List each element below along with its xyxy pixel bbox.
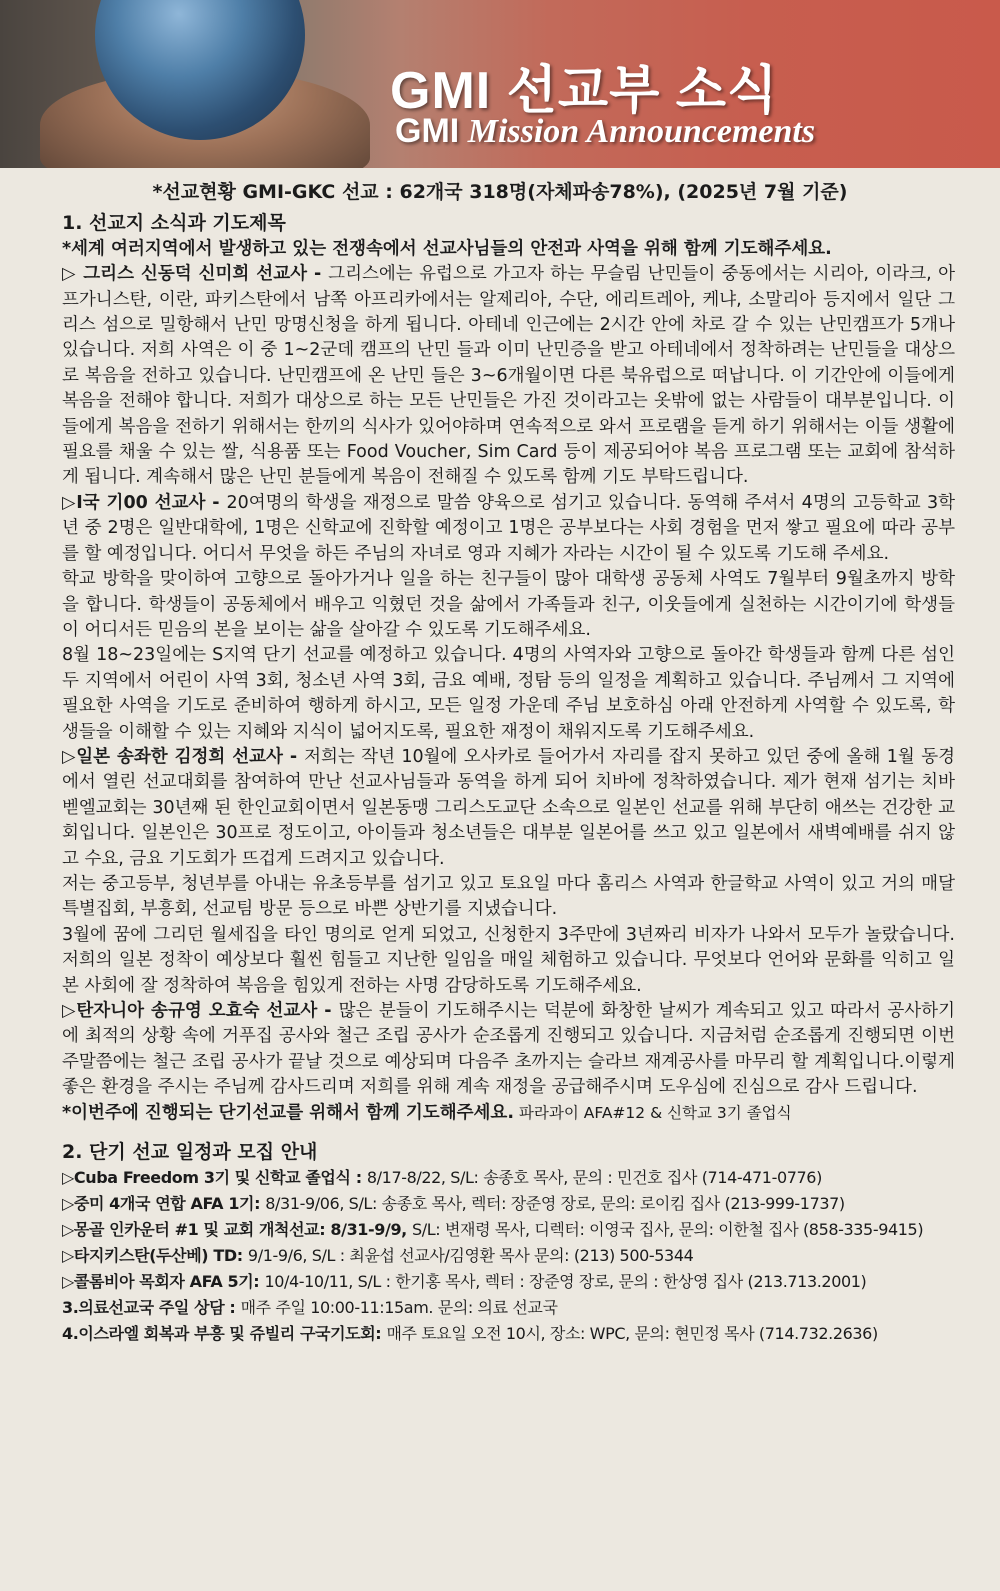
japan-report-2: 저는 중고등부, 청년부를 아내는 유초등부를 섬기고 있고 토요일 마다 홈리스 사역과 한글학교 사역이 있고 거의 매달 특별집회, 부흥회, 선교팀 방문 등으로 바쁜 상반기를 지냈습니다. xyxy=(62,873,955,920)
schedule-item: ▷몽골 인카운터 #1 및 교회 개척선교: 8/31-9/9, S/L: 변재령 목사, 디렉터: 이영국 집사, 문의: 이한철 집사 (858-335-9415) xyxy=(62,1220,924,1240)
schedule-item: ▷타지키스탄(두산베) TD: 9/1-9/6, S/L : 최윤섭 선교사/김영환 목사 문의: (213) 500-5344 xyxy=(62,1246,694,1266)
greece-text: 그리스에는 유럽으로 가고자 하는 무슬림 난민들이 중동에서는 시리아, 이라크, 아프가니스탄, 이란, 파키스탄에서 남쪽 아프리카에서는 알제리아, 수단, 에리트레아, 케냐, 소말리아 등지에서 일단 그리스 섬으로 밀항해서 난민 망명신청을 하게 됩니다. 아테네 인근에는 2시간 안에 차로 갈 수 있는 난민캠프가 5개나 있습니다. 저희 사역은 이 중 1~2군데 캠프의 난민 들과 이미 난민증을 받고 아테네에서 정착하려는 난민들을 대상으로 복음을 전하고 있습니다. 난민캠프에 온 난민 들은 3~6개월이면 다른 북유럽으로 떠납니다. 이 기간안에 이들에게 복음을 전해야 합니다. 저희가 대상으로 하는 모든 난민들은 가진 것이라고는 옷밖에 없는 사람들이 대부분입니다. 이들에게 복음을 전하기 위해서는 한끼의 식사가 있어야하며 연속적으로 와서 프로램을 듣게 하기 위해서는 이들 생활에 필요를 채울 수 있는 쌀, 식용품 또는 Food Voucher, Sim Card 등이 제공되어야 복음 프로그램 또는 교회에 참석하게 됩니다. 계속해서 많은 난민 분들에게 복음이 전해질 수 있도록 함께 기도 부탁드립니다. xyxy=(62,264,955,488)
japan-report-1 xyxy=(62,745,955,872)
tanzania-text: 많은 분들이 기도해주시는 덕분에 화창한 날씨가 계속되고 있고 따라서 공사하기에 최적의 상황 속에 거푸집 공사와 철근 조립 공사가 순조롭게 진행되고 있습니다. 지금처럼 순조롭게 진행되면 이번 주말쯤에는 철근 조립 공사가 끝날 것으로 예상되며 다음주 초까지는 슬라브 재계공사를 마무리 할 계획입니다.이렇게 좋은 환경을 주시는 주님께 감사드리며 저희를 위해 계속 재정을 공급해주시며 도우심에 진심으로 감사 드립니다. xyxy=(62,1001,955,1098)
igook-report-3: 8월 18~23일에는 S지역 단기 선교를 예정하고 있습니다. 4명의 사역자와 고향으로 돌아간 학생들과 함께 다른 섬인 두 지역에서 어린이 사역 3회, 청소년 사역 3회, 금요 예배, 정탐 등의 일정을 계획하고 있습니다. 주님께서 그 지역에 필요한 사역을 기도로 준비하여 행하게 하시고, 모든 일정 가운데 주님 보호하심 아래 안전하게 사역할 수 있도록, 학생들을 이해할 수 있는 지혜와 지식이 넓어지도록, 필요한 재정이 채워지도록 기도해주세요. xyxy=(62,645,955,742)
mission-status-summary: *선교현황 GMI-GKC 선교 : 62개국 318명(자체파송78%), (2025년 7월 기준) xyxy=(152,181,848,203)
japan-label: ▷일본 송좌한 김정희 선교사 - xyxy=(62,746,305,767)
banner-gmi: GMI xyxy=(395,112,460,150)
short-term-prayer-label: *이번주에 진행되는 단기선교를 위해서 함께 기도해주세요. xyxy=(62,1102,514,1123)
section-1-intro: *세계 여러지역에서 발생하고 있는 전쟁속에서 선교사님들의 안전과 사역을 위해 함께 기도해주세요. xyxy=(62,238,832,259)
schedule-item: ▷Cuba Freedom 3기 및 신학교 졸업식 : 8/17-8/22, S/L: 송종호 목사, 문의 : 민건호 집사 (714-471-0776) xyxy=(62,1168,822,1188)
banner-title-korean: GMI 선교부 소식 xyxy=(390,62,779,120)
igook-label: ▷I국 기00 선교사 - xyxy=(62,492,227,513)
section-4-israel-prayer: 4.이스라엘 회복과 부흥 및 쥬빌리 구국기도회: 매주 토요일 오전 10시, 장소: WPC, 문의: 현민정 목사 (714.732.2636) xyxy=(62,1324,878,1344)
japan-report-3: 3월에 꿈에 그리던 월세집을 타인 명의로 얻게 되었고, 신청한지 3주만에 3년짜리 비자가 나와서 모두가 놀랐습니다. 저희의 일본 정착이 예상보다 훨씬 힘들고 지난한 일임을 매일 체험하고 있습니다. 무엇보다 언어와 문화를 익히고 일본 사회에 잘 정착하여 복음을 힘있게 전하는 사명 감당하도록 기도해주세요. xyxy=(62,924,955,996)
section-3-medical: 3.의료선교국 주일 상담 : 매주 주일 10:00-11:15am. 문의: 의료 선교국 xyxy=(62,1298,558,1318)
greece-report xyxy=(62,262,955,491)
schedule-item: ▷콜롬비아 목회자 AFA 5기: 10/4-10/11, S/L : 한기홍 목사, 렉터 : 장준영 장로, 문의 : 한상영 집사 (213.713.2001) xyxy=(62,1272,867,1292)
section-1-heading: 1. 선교지 소식과 기도제목 xyxy=(62,212,286,235)
schedule-item: ▷중미 4개국 연합 AFA 1기: 8/31-9/06, S/L: 송종호 목사, 렉터: 장준영 장로, 문의: 로이킴 집사 (213-999-1737) xyxy=(62,1194,845,1214)
igook-report-1 xyxy=(62,491,955,567)
tanzania-report xyxy=(62,999,955,1101)
igook-report-2: 학교 방학을 맞이하여 고향으로 돌아가거나 일을 하는 친구들이 많아 대학생 공동체 사역도 7월부터 9월초까지 방학을 합니다. 학생들이 공동체에서 배우고 익혔던 것을 삶에서 가족들과 친구, 이웃들에게 실천하는 시간이기에 학생들이 어디서든 믿음의 본을 보이는 삶을 살아갈 수 있도록 기도해주세요. xyxy=(62,569,955,640)
section-2-heading: 2. 단기 선교 일정과 모집 안내 xyxy=(62,1141,318,1164)
igook-text-1: 20여명의 학생을 재정으로 말씀 양육으로 섬기고 있습니다. 동역해 주셔서 4명의 고등학교 3학년 중 2명은 일반대학에, 1명은 신학교에 진학할 예정이고 1명은 공부보다는 사회 경험을 먼저 쌓고 필요에 따라 공부를 할 예정입니다. 어디서 무엇을 하든 주님의 자녀로 영과 지혜가 자라는 시간이 될 수 있도록 기도해 주세요. xyxy=(62,492,955,564)
tanzania-label: ▷탄자니아 송규영 오효숙 선교사 - xyxy=(62,1001,339,1021)
banner-mission-announcements: Mission Announcements xyxy=(467,113,816,150)
banner-title-english xyxy=(395,112,815,151)
short-term-prayer xyxy=(62,1101,955,1126)
content xyxy=(0,168,1000,1347)
schedule-list xyxy=(62,1165,1000,1347)
short-term-prayer-text: 파라과이 AFA#12 & 신학교 3기 졸업식 xyxy=(513,1103,792,1122)
japan-text-1: 저희는 작년 10월에 오사카로 들어가서 자리를 잡지 못하고 있던 중에 올해 1월 동경에서 열린 선교대회를 참여하여 만난 선교사님들과 동역을 하게 되어 치바에 정착하였습니다. 제가 현재 섬기는 치바 벧엘교회는 30년째 된 한인교회이면서 일본동맹 그리스도교단 소속으로 일본인 선교를 위해 부단히 애쓰는 건강한 교회입니다. 일본인은 30프로 정도이고, 아이들과 청소년들은 대부분 일본어를 쓰고 있고 일본에서 새벽예배를 쉬지 않고 수요, 금요 기도회가 뜨겁게 드려지고 있습니다. xyxy=(62,746,955,869)
header-banner xyxy=(0,0,1000,168)
greece-label: ▷ 그리스 신동덕 신미희 선교사 - xyxy=(62,264,329,285)
